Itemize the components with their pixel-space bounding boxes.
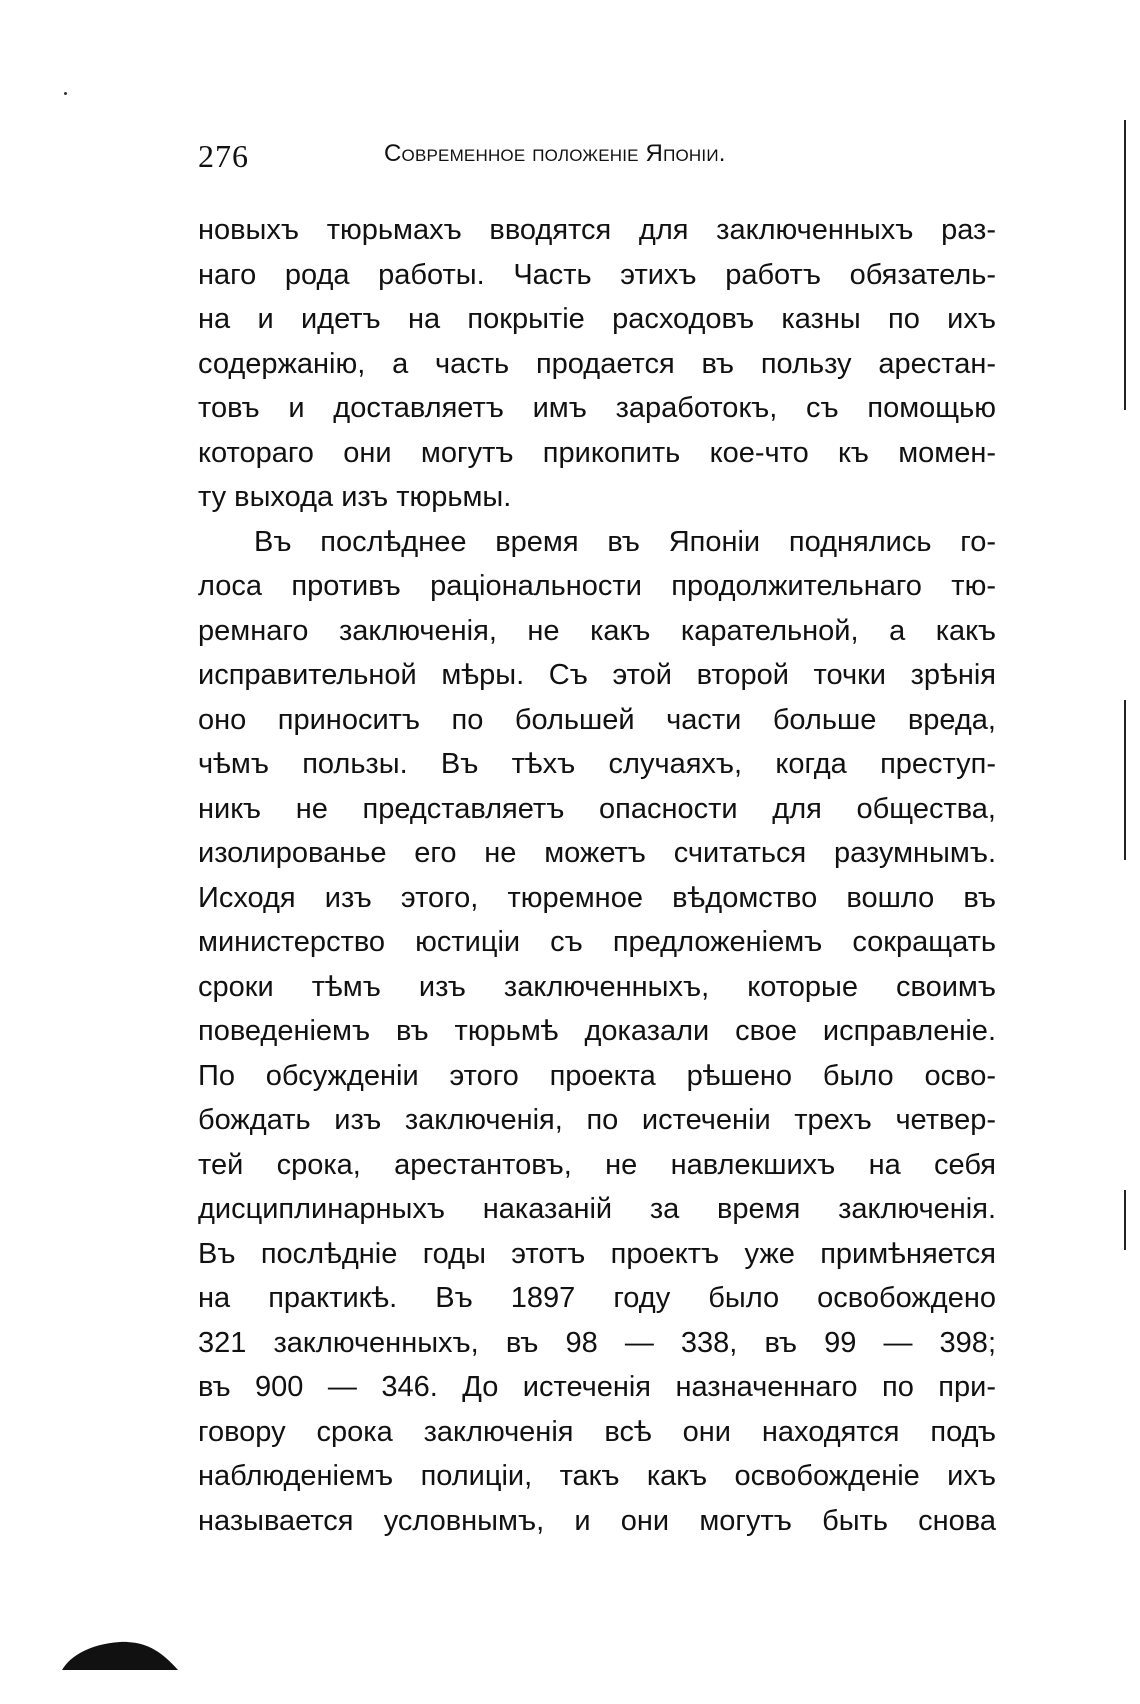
text-line: говору срока заключенія всѣ они находятся подъ [198,1415,996,1448]
page-header [198,138,998,178]
text-line: изолированье его не можетъ считаться разумнымъ. [198,837,996,869]
text-line: Исходя изъ этого, тюремное вѣдомство вошло въ [198,881,996,914]
body-text [198,208,996,1543]
running-title: Современное положеніе Японіи. [384,140,726,167]
text-line: новыхъ тюрьмахъ вводятся для заключенныхъ раз- [198,214,996,246]
text-line: ту выхода изъ тюрьмы. [198,481,512,513]
text-line: 321 заключенныхъ, въ 98 — 338, въ 99 — 398; [198,1326,996,1359]
text-line: котораго они могутъ прикопить кое-что къ момен- [198,436,996,469]
text-line: ремнаго заключенія, не какъ карательной, а какъ [198,614,996,647]
text-line: поведеніемъ въ тюрьмѣ доказали свое исправленіе. [198,1015,996,1047]
text-line: лоса противъ раціональности продолжительнаго тю- [198,570,996,602]
text-line: чѣмъ пользы. Въ тѣхъ случаяхъ, когда преступ- [198,748,996,780]
text-line: никъ не представляетъ опасности для общества, [198,792,996,825]
text-line: оно приноситъ по большей части больше вреда, [198,703,996,736]
text-line: на практикѣ. Въ 1897 году было освобождено [198,1282,996,1314]
text-line: бождать изъ заключенія, по истеченіи трехъ четвер- [198,1104,996,1136]
text-line: на и идетъ на покрытіе расходовъ казны по ихъ [198,303,996,335]
text-line: тей срока, арестантовъ, не навлекшихъ на себя [198,1148,996,1181]
text-line: называется условнымъ, и они могутъ быть снова [198,1504,996,1537]
scan-speck [64,92,67,95]
text-line: товъ и доставляетъ имъ заработокъ, съ помощью [198,392,996,424]
scan-edge-line [1124,700,1126,860]
text-line: содержанію, а часть продается въ пользу арестан- [198,347,996,380]
text-line: дисциплинарныхъ наказаній за время заключенія. [198,1193,996,1225]
scan-edge-line [1124,120,1126,410]
scan-edge-line [1124,1190,1126,1250]
text-line: сроки тѣмъ изъ заключенныхъ, которые своимъ [198,970,996,1003]
text-line: въ 900 — 346. До истеченія назначеннаго по при- [198,1371,996,1403]
text-line: По обсужденіи этого проекта рѣшено было осво- [198,1059,996,1092]
text-line: исправительной мѣры. Съ этой второй точки зрѣнія [198,659,996,691]
text-line: наго рода работы. Часть этихъ работъ обязатель- [198,258,996,291]
text-line: министерство юстиціи съ предложеніемъ сокращать [198,926,996,958]
text-line: Въ послѣднее время въ Японіи поднялись го- [254,525,996,558]
text-line: Въ послѣдніе годы этотъ проектъ уже примѣняется [198,1237,996,1270]
ink-blot [60,1636,180,1676]
page-number: 276 [198,138,249,174]
text-line: наблюденіемъ полиціи, такъ какъ освобожденіе ихъ [198,1460,996,1492]
